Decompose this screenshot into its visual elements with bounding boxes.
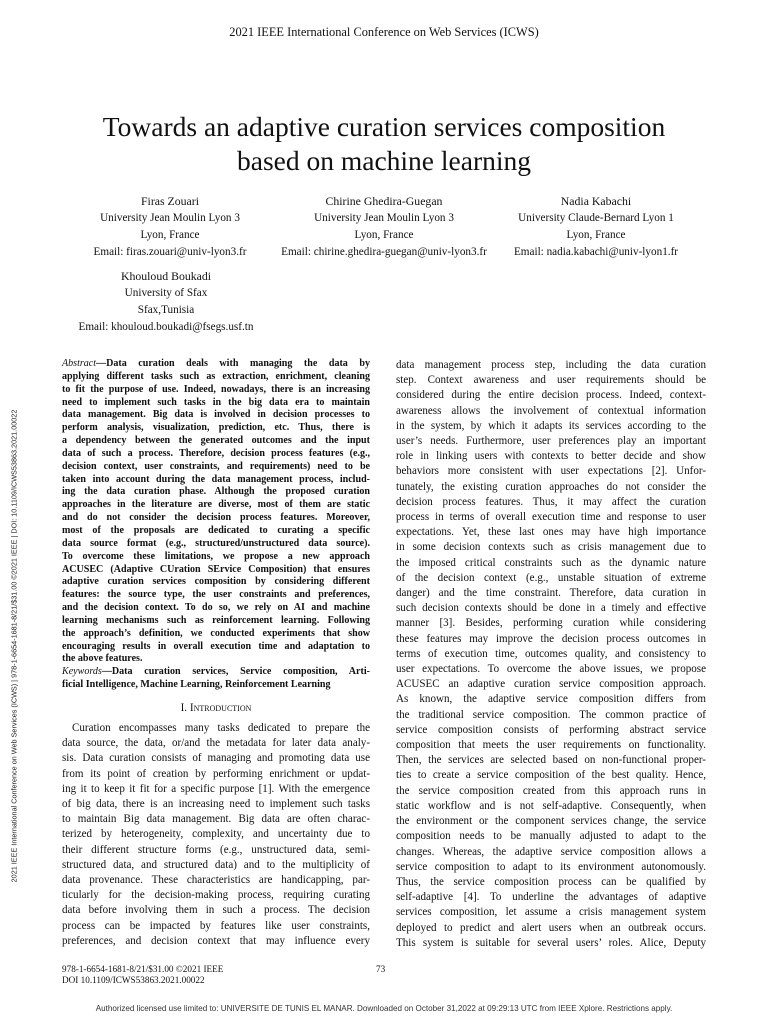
side-citation-text: 2021 IEEE International Conference on Web Services (ICWS) | 978-1-6654-1681-8/21/$31.00 ©2021 IEEE | DOI: 10.1109/ICWS53863.2021.00022 (9, 409, 19, 883)
author-affiliation: University Jean Moulin Lyon 3 (100, 212, 240, 224)
abstract-label: Abstract (62, 358, 97, 369)
author-affiliation: University Jean Moulin Lyon 3 (314, 212, 454, 224)
author-email: Email: firas.zouari@univ-lyon3.fr (93, 246, 247, 258)
footer-copyright (62, 964, 223, 986)
isbn-line: 978-1-6654-1681-8/21/$31.00 ©2021 IEEE (62, 964, 224, 974)
author-name: Chirine Ghedira-Guegan (325, 194, 443, 208)
section-heading: I. Introduction (180, 701, 252, 714)
keywords-label: Keywords (62, 666, 102, 678)
author-location: Lyon, France (354, 229, 414, 241)
author-block (254, 193, 514, 261)
keywords: Keywords—Data curation services, Service composition, Arti- ficial Intelligence, Machine Learning, Reinforcement Learning (62, 666, 370, 691)
author-email: Email: nadia.kabachi@univ-lyon1.fr (513, 246, 679, 258)
side-citation (8, 340, 20, 952)
intro-paragraph: Curation encompasses many tasks dedicated to prepare the data source, the data, or/and the metadata for later data analy- sis. Data curation consists of managing and promoting data use from its point of creation by performing enrichment or updat- ing it to keep it fit for a specific purpose [1]. With the emergence of big data, there is an increasing need to implement such tasks to maintain Big data management. Big data are often charac- terized by heterogeneity, complexity, and uncertainty due to their different structure forms (e.g., unstructured data, semi- structured data, and structured data) and to the multiplicity of data provenance. These characteristics are handicapping, par- ticularly for the decision-making process, requiring curating data before involving them in such a process. The decision process can be impacted by features like user constraints, preferences, and decision context that may influence every (62, 721, 370, 947)
authorized-use-notice: Authorized licensed use limited to: UNIVERSITE DE TUNIS EL MANAR. Downloaded on October 31,2022 at 09:29:13 UTC from IEEE Xplore. Restrictions apply. (95, 1004, 673, 1013)
author-affiliation: University of Sfax (124, 287, 208, 299)
abstract: Abstract—Data curation deals with managing the data by applying different tasks such as extraction, enrichment, cleaning to fit the purpose of use. Indeed, nowadays, there is an increasing need to implement such tasks in the big data era to maintain data management. Big data is involved in decision processes to perform analysis, visualization, prediction, etc. Thus, there is a dependency between the generated outcomes and the input data of such a process. Therefore, decision process features (e.g., decision context, user constraints, and requirements) need to be taken into account during the data management process, includ- ing the data curation phase. Although the proposed curation approaches in the literature are diverse, most of them are static and do not consider the decision process features. Moreover, most of the proposals are dedicated to curating a specific data source format (e.g., structured/unstructured data source). To overcome these limitations, we propose a new approach ACUSEC (Adaptive CUration SErvice Composition) that ensures adaptive curation services composition by considering different features: the source type, the user constraints and preferences, and the decision context. To do so, we rely on AI and machine learning mechanisms such as reinforcement learning. Following the approach’s definition, we conducted experiments that show encouraging results in overall execution time and adaptation to the above features. (62, 358, 370, 665)
doi-line: DOI 10.1109/ICWS53863.2021.00022 (62, 975, 205, 985)
author-location: Sfax,Tunisia (137, 304, 195, 316)
title-line: Towards an adaptive curation services composition (102, 111, 666, 142)
author-name: Khouloud Boukadi (120, 269, 212, 283)
title-line: based on machine learning (237, 145, 531, 176)
left-column (62, 358, 370, 949)
author-name: Firas Zouari (141, 194, 199, 208)
page-number: 73 (376, 964, 386, 974)
author-name: Nadia Kabachi (560, 194, 632, 208)
author-block (486, 193, 706, 261)
author-location: Lyon, France (566, 229, 626, 241)
author-email: Email: khouloud.boukadi@fsegs.usf.tn (78, 321, 254, 333)
author-affiliation: University Claude-Bernard Lyon 1 (518, 212, 674, 224)
paper-title (40, 110, 728, 178)
author-block (60, 268, 272, 336)
conference-header: 2021 IEEE International Conference on Web Services (ICWS) (229, 25, 539, 39)
author-location: Lyon, France (140, 229, 200, 241)
right-column: data management process step, including the data curation step. Context awareness and user requirements should be considered during the entire decision process. Indeed, context- awareness allows the involvement of contextual information in the system, by which it adapts its services according to the user’s needs. Furthermore, user preferences play an important role in linking users with contexts to better decide and show behaviors more consistent with user expectations [2]. Unfor- tunately, the existing curation approaches do not consider the decision process features. Thus, it may affect the curation process in terms of overall execution time and response to user expectations. Yet, these last ones may have high importance in some decision contexts such as crisis management due to the imposed critical constraints such as the dynamic nature of the decision context (e.g., unstable situation of extreme danger) and the time constraint. Therefore, data curation in such decision contexts should be done in a timely and effective manner [3]. Besides, performing curation while considering these features may improve the decision process outcomes in terms of execution time, outcomes quality, and consistency to user expectations. To overcome the above issues, we propose ACUSEC an adaptive curation service composition approach. As known, the adaptive service composition differs from the traditional service composition. The common practice of service composition consists of performing abstract service composition that meets the user requirements on functionality. Then, the services are selected based on non-functional proper- ties to create a service composition of the best quality. Hence, the service composition created from this approach runs in static workflow and is not self-adaptive. Consequently, when the environment or the component services change, the service composition needs to be manually adjusted to adapt to the changes. Whereas, the adaptive service composition allows a service composition to adapt to its environment autonomously. Thus, the service composition process can be qualified by self-adaptive [4]. To underline the advantages of adaptive services composition, let assume a crisis management system deployed to predict and alert users when an outbreak occurs. This system is suitable for several users’ roles. Alice, Deputy (396, 359, 706, 949)
author-email: Email: chirine.ghedira-guegan@univ-lyon3.fr (281, 246, 487, 258)
